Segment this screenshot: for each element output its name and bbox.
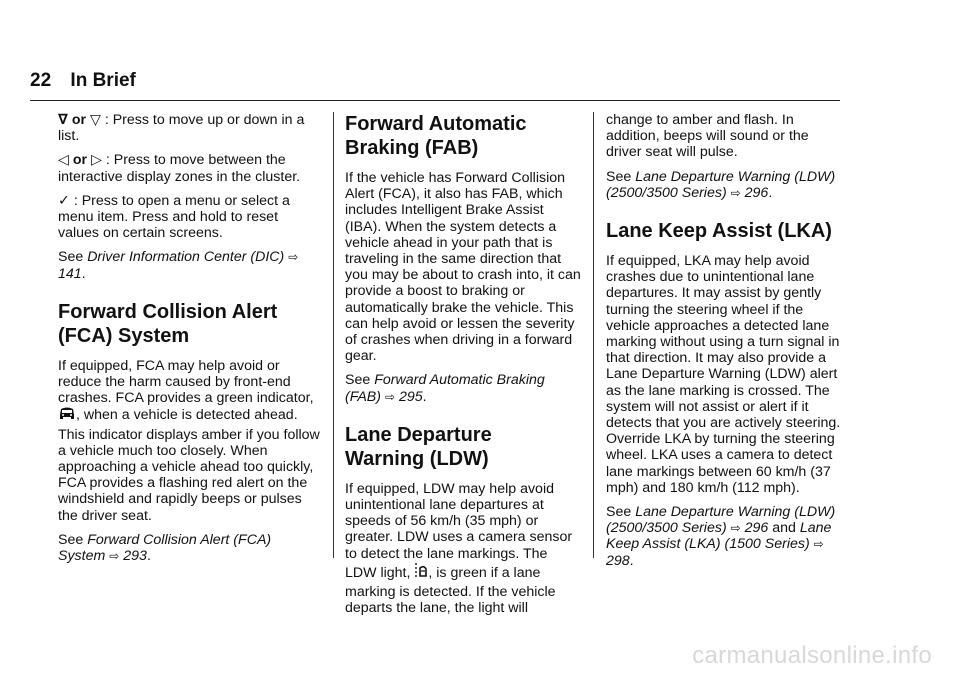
fab-heading-line2: Braking (FAB): [345, 137, 479, 159]
dic-page-link[interactable]: 141: [58, 265, 82, 282]
fca-page-link[interactable]: 293: [123, 548, 147, 565]
right-arrow-icon: ▷: [91, 152, 102, 169]
watermark: carmanualsonline.info: [692, 642, 932, 669]
column-2: [345, 112, 581, 624]
column-divider-1: [333, 112, 334, 558]
fca-link[interactable]: Forward Collision Alert (FCA) System: [58, 531, 272, 565]
fca-heading: [58, 300, 320, 348]
see-prefix: See: [606, 504, 636, 521]
see-fab-reference: [345, 372, 581, 404]
page-number: 22: [30, 70, 52, 91]
ldw-page-link[interactable]: 296: [744, 520, 769, 537]
lane-departure-icon: [414, 562, 428, 584]
lka-heading: Lane Keep Assist (LKA): [606, 220, 832, 243]
left-arrow-icon: ◁: [58, 152, 69, 169]
ldw-link[interactable]: Lane Departure Warning (LDW) (2500/3500 Series): [606, 504, 836, 537]
leftright-desc: : Press to move between the interactive display zones in the cluster.: [58, 152, 301, 185]
ldw-text-b: , is green if a lane marking is detected. If the vehicle departs the lane, the light will: [345, 564, 556, 617]
ldw-paragraph-continued: change to amber and flash. In addition, beeps will sound or the driver seat will pulse.: [606, 112, 809, 161]
dic-link[interactable]: Driver Information Center (DIC): [87, 249, 285, 266]
ldw-paragraph: [345, 481, 581, 617]
see-prefix: See: [345, 372, 375, 389]
page-ref-arrow-icon: ⇨: [730, 185, 741, 200]
page-ref-arrow-icon: ⇨: [384, 389, 396, 404]
fab-link[interactable]: Forward Automatic Braking (FAB): [345, 372, 545, 405]
lka-link[interactable]: Lane Keep Assist (LKA) (1500 Series): [606, 520, 832, 553]
page-ref-arrow-icon: ⇨: [288, 250, 299, 265]
and-text: and: [768, 520, 800, 537]
see-prefix: See: [58, 249, 88, 266]
column-1: [58, 112, 320, 572]
ldw-text-a: If equipped, LDW may help avoid unintentional lane departures at speeds of 56 km/h (35 mph) or greater. LDW uses a camera sensor to detect the lane markings. The LDW light,: [345, 480, 573, 581]
page-ref-arrow-icon: ⇨: [109, 549, 120, 564]
or-label: or: [67, 112, 90, 128]
period: .: [81, 265, 86, 282]
updown-desc: : Press to move up or down in a list.: [58, 112, 305, 145]
fca-heading-line1: Forward Collision Alert: [58, 300, 278, 323]
ldw-link[interactable]: Lane Departure Warning (LDW) (2500/3500 Series): [606, 168, 836, 201]
period: .: [422, 388, 427, 405]
page-title: In Brief: [70, 70, 136, 91]
header-divider: [30, 100, 840, 101]
or-label: or: [68, 152, 91, 169]
leftright-buttons-paragraph: [58, 152, 320, 184]
column-divider-2: [593, 112, 594, 558]
fab-heading-line1: Forward Automatic: [345, 113, 527, 135]
column-3: [606, 112, 842, 577]
see-prefix: See: [58, 531, 88, 548]
fab-paragraph: If the vehicle has Forward Collision Alert (FCA), it also has FAB, which includes Intelligent Brake Assist (IBA). When the system detects a vehicle ahead in your path that is traveling in the same direction that you may be about to crash into, it can provide a boost to braking or automatically brake the vehicle. This can help avoid or lessen the severity of crashes when driving in a forward gear.: [345, 170, 581, 365]
period: .: [768, 184, 773, 201]
checkmark-icon: ✓: [58, 192, 70, 209]
fca-text-a: If equipped, FCA may help avoid or reduce the harm caused by front-end crashes. FCA provides a green indicator,: [58, 357, 314, 407]
see-dic-reference: [58, 249, 320, 281]
updown-buttons-paragraph: [58, 112, 320, 144]
fab-heading: [345, 112, 581, 160]
fca-text-b: , when a vehicle is detected ahead. This indicator displays amber if you follow a vehicle much too closely. When approaching a vehicle ahead too quickly, FCA provides a flashing red alert on the windshield and rapidly beeps or pulses the driver seat.: [58, 407, 320, 524]
up-arrow-icon: ∇: [58, 112, 68, 128]
fca-heading-line2: (FCA) System: [58, 324, 190, 347]
select-desc: : Press to open a menu or select a menu item. Press and hold to reset values on certain screens.: [58, 192, 290, 242]
period: .: [146, 548, 151, 565]
ldw-heading-line2: Warning (LDW): [345, 447, 489, 470]
down-arrow-icon: ▽: [89, 112, 101, 128]
fab-page-link[interactable]: 295: [398, 388, 423, 405]
fca-paragraph: [58, 358, 320, 524]
lka-page-link[interactable]: 298: [606, 552, 630, 569]
page-ref-arrow-icon: ⇨: [730, 521, 741, 536]
ldw-heading: [345, 423, 581, 471]
select-button-paragraph: [58, 193, 320, 242]
lka-paragraph: If equipped, LKA may help avoid crashes due to unintentional lane departures. It may assist by gently turning the steering wheel if the vehicle approaches a detected lane marking without using a turn signal in that direction. It may also provide a Lane Departure Warning (LDW) alert as the lane marking is crossed. The system will not assist or alert if it detects that you are actively steering. Override LKA by turning the steering wheel. LKA uses a camera to detect lane markings between 60 km/h (37 mph) and 180 km/h (112 mph).: [606, 253, 841, 496]
see-prefix: See: [606, 168, 636, 185]
period: .: [629, 552, 634, 569]
ldw-heading-line1: Lane Departure: [345, 423, 492, 446]
vehicle-ahead-icon: [58, 406, 76, 426]
see-fca-reference: [58, 532, 320, 564]
see-lka-reference: [606, 504, 842, 569]
see-ldw-reference: [606, 169, 842, 201]
page-header: [30, 70, 136, 92]
page-ref-arrow-icon: ⇨: [813, 537, 824, 552]
ldw-page-link[interactable]: 296: [744, 184, 769, 201]
